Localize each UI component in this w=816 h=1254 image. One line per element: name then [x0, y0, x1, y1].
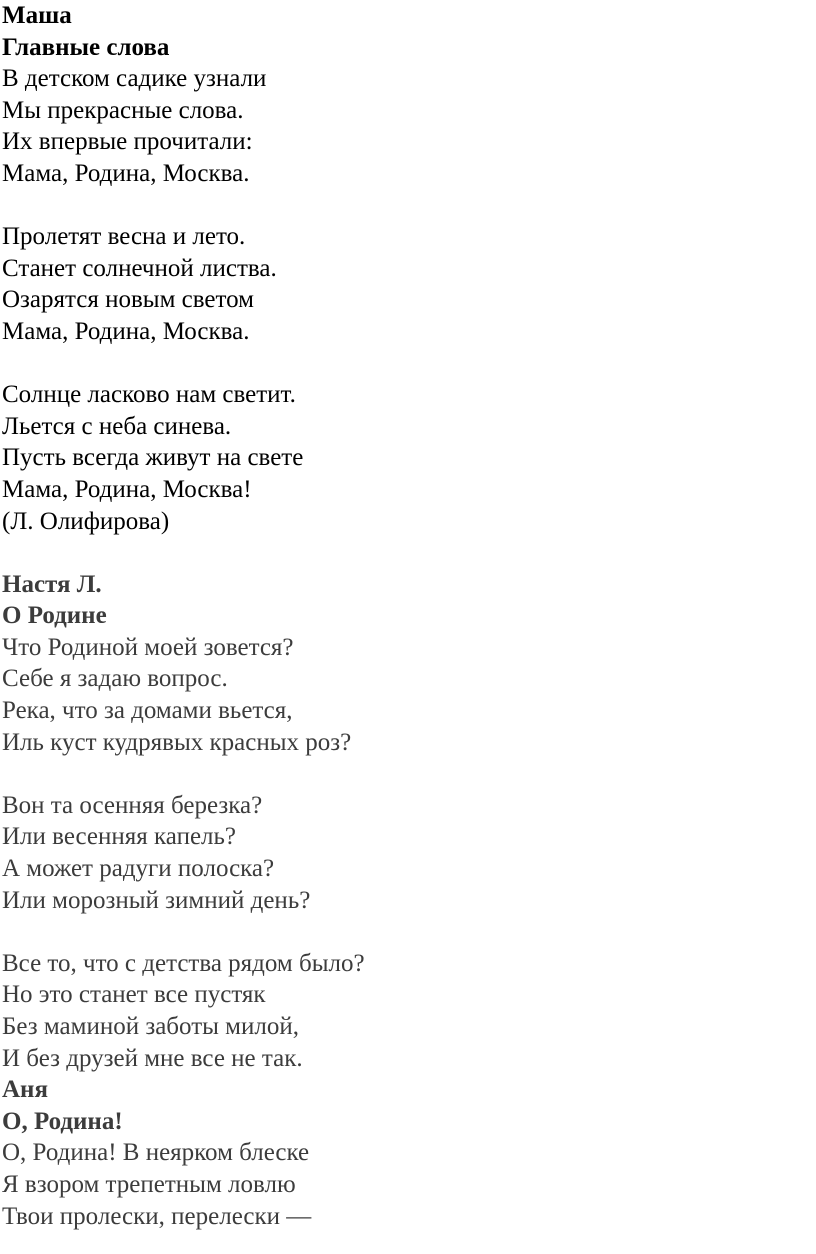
stanza	[2, 379, 812, 537]
stanza-break	[2, 758, 812, 790]
document-page	[2, 0, 812, 1232]
verse-line: Или весенняя капель?	[2, 823, 237, 851]
verse-line: Мама, Родина, Москва.	[2, 317, 250, 345]
poem-author: Аня	[2, 1076, 48, 1104]
verse-line: Твои пролески, перелески —	[2, 1202, 312, 1230]
verse-line: Иль куст кудрявых красных роз?	[2, 728, 352, 756]
verse-line: Льется с неба синева.	[2, 412, 232, 440]
verse-line: Мама, Родина, Москва!	[2, 475, 252, 503]
poem-section-3	[2, 1074, 812, 1232]
verse-line: Все то, что с детства рядом было?	[2, 949, 365, 977]
verse-line: Или морозный зимний день?	[2, 886, 311, 914]
verse-line: Пролетят весна и лето.	[2, 223, 246, 251]
poem-author: Настя Л.	[2, 570, 102, 598]
poem-title: О, Родина!	[2, 1107, 123, 1135]
verse-line: В детском садике узнали	[2, 65, 267, 93]
stanza	[2, 790, 812, 916]
verse-line: Я взором трепетным ловлю	[2, 1170, 296, 1198]
verse-line: А может радуги полоска?	[2, 855, 275, 883]
stanza-break	[2, 916, 812, 948]
verse-line: Вон та осенняя березка?	[2, 791, 263, 819]
verse-line: Мама, Родина, Москва.	[2, 159, 250, 187]
stanza-break	[2, 348, 812, 380]
verse-line: Река, что за домами вьется,	[2, 697, 293, 725]
poem-title: Главные слова	[2, 33, 170, 61]
poem-section-2	[2, 569, 812, 1075]
verse-line: Что Родиной моей зовется?	[2, 633, 294, 661]
poem-title: О Родине	[2, 602, 107, 630]
verse-line: Но это станет все пустяк	[2, 981, 266, 1009]
verse-line: Озарятся новым светом	[2, 286, 254, 314]
verse-line: Солнце ласково нам светит.	[2, 381, 296, 409]
stanza	[2, 1137, 812, 1232]
stanza	[2, 221, 812, 347]
poem-section-1	[2, 0, 812, 537]
verse-line: Без маминой заботы милой,	[2, 1013, 299, 1040]
verse-line: Себе я задаю вопрос.	[2, 665, 228, 693]
verse-line: Их впервые прочитали:	[2, 128, 253, 156]
verse-line: Пусть всегда живут на свете	[2, 444, 304, 472]
verse-line: И без друзей мне все не так.	[2, 1044, 303, 1072]
stanza	[2, 632, 812, 758]
poem-author: Маша	[2, 2, 72, 29]
verse-line: О, Родина! В неярком блеске	[2, 1139, 310, 1167]
stanza	[2, 948, 812, 1074]
stanza	[2, 63, 812, 189]
verse-line: Мы прекрасные слова.	[2, 96, 244, 124]
poem-attribution: (Л. Олифирова)	[2, 507, 170, 535]
stanza-break	[2, 190, 812, 222]
verse-line: Станет солнечной листва.	[2, 254, 277, 282]
